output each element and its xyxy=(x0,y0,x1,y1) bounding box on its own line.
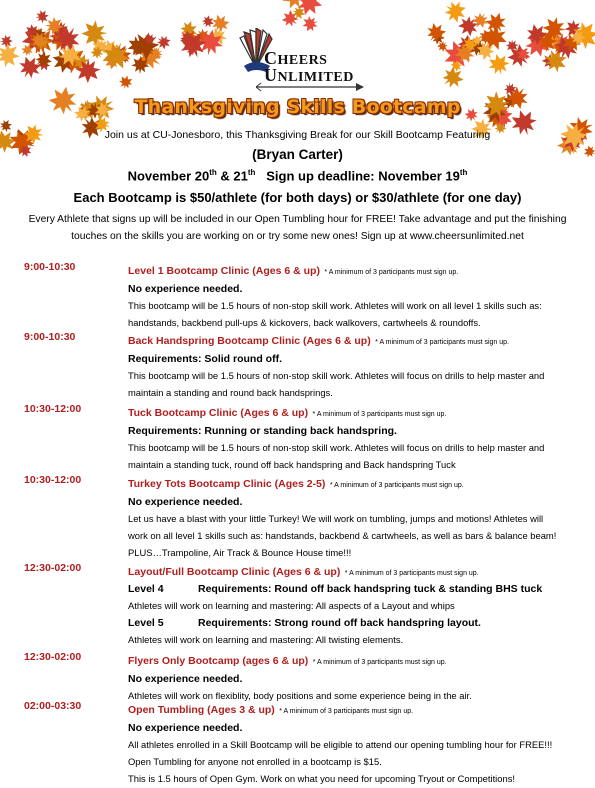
leaf-icon xyxy=(422,19,449,46)
session-requirement: No experience needed. xyxy=(128,722,243,734)
logo-cap-c: C xyxy=(264,48,278,68)
leaf-icon xyxy=(117,74,134,91)
session-requirement: No experience needed. xyxy=(128,673,243,685)
leaf-icon xyxy=(0,42,21,69)
coach-name: (Bryan Carter) xyxy=(252,147,343,162)
session-description: All athletes enrolled in a Skill Bootcamp will be eligible to attend our opening tumbling hour for FREE!!! Open Tumbling for anyone not enrolled in a bootcamp is $15. This is 1.5 hours of Open Gym. Work on what you need for upcoming Tryout or Competitions! xyxy=(128,739,553,784)
session-name: Open Tumbling (Ages 3 & up) xyxy=(128,704,275,716)
leaf-icon xyxy=(0,34,13,47)
session-name: Level 1 Bootcamp Clinic (Ages 6 & up) xyxy=(128,265,320,277)
min-note: * A minimum of 3 participants must sign up. xyxy=(312,411,447,418)
session-name: Turkey Tots Bootcamp Clinic (Ages 2-5) xyxy=(128,478,326,490)
price-line: Each Bootcamp is $50/athlete (for both days) or $30/athlete (for one day) xyxy=(73,190,522,205)
session-time: 02:00-03:30 xyxy=(24,700,82,712)
session-name: Layout/Full Bootcamp Clinic (Ages 6 & up) xyxy=(128,566,341,578)
leaf-icon xyxy=(438,62,468,92)
level4-requirement: Level 4 Requirements: Round off back handspring tuck & standing BHS tuck xyxy=(128,583,543,595)
leaf-icon xyxy=(199,13,216,30)
intro-text: Join us at CU-Jonesboro, this Thanksgiving Break for our Skill Bootcamp Featuring xyxy=(104,129,491,141)
open-tumbling-info: Every Athlete that signs up will be included in our Open Tumbling hour for FREE! Take advantage and put the finishing touches on the skills you are working on or try some new ones! Sign up at www.cheersunlimited.net xyxy=(28,214,567,242)
session-requirement: No experience needed. xyxy=(128,283,243,295)
min-note: * A minimum of 3 participants must sign up. xyxy=(279,708,414,715)
session-requirement: Requirements: Solid round off. xyxy=(128,353,282,365)
logo-cap-u: U xyxy=(264,65,278,85)
min-note: * A minimum of 3 participants must sign up. xyxy=(312,659,447,666)
min-note: * A minimum of 3 participants must sign up. xyxy=(344,570,479,577)
cheers-unlimited-logo xyxy=(236,28,356,90)
logo-line1: HEERS xyxy=(277,53,328,68)
session-requirement: No experience needed. xyxy=(128,496,243,508)
session-time: 10:30-12:00 xyxy=(24,474,82,486)
leaf-icon xyxy=(35,9,50,24)
arrow-icon xyxy=(256,82,366,92)
session-time: 9:00-10:30 xyxy=(24,331,76,343)
level5-requirement: Level 5 Requirements: Strong round off back handspring layout. xyxy=(128,617,481,629)
session-description: This bootcamp will be 1.5 hours of non-stop skill work. Athletes will work on all level 1 skills such as: handstands, backbend pull-ups & kickovers, back walkovers, cartwheels & roundoffs. xyxy=(128,300,542,328)
session-description: Athletes will work on flexiblity, body positions and some experience being in the air. xyxy=(128,690,472,701)
session-time: 9:00-10:30 xyxy=(24,261,76,273)
min-note: * A minimum of 3 participants must sign up. xyxy=(324,269,459,276)
level5-description: Athletes will work on learning and mastering: All twisting elements. xyxy=(128,634,404,645)
min-note: * A minimum of 3 participants must sign up. xyxy=(375,339,509,346)
session-name: Back Handspring Bootcamp Clinic (Ages 6 & up) xyxy=(128,335,371,347)
session-description: This bootcamp will be 1.5 hours of non-stop skill work. Athletes will focus on drills to help master and maintain a standing and round back handsprings. xyxy=(128,370,545,398)
logo-line2: NLIMITED xyxy=(277,70,354,85)
dates-line: November 20th & 21th Sign up deadline: November 19th xyxy=(127,168,468,184)
session-time: 12:30-02:00 xyxy=(24,651,82,663)
session-time: 12:30-02:00 xyxy=(24,562,82,574)
session-description: This bootcamp will be 1.5 hours of non-stop skill work. Athletes will focus on drills to help master and maintain a standing tuck, round off back handspring and Back handspring Tuck xyxy=(128,442,545,470)
min-note: * A minimum of 3 participants must sign up. xyxy=(329,482,464,489)
session-time: 10:30-12:00 xyxy=(24,403,82,415)
session-name: Flyers Only Bootcamp (ages 6 & up) xyxy=(128,655,309,667)
level4-description: Athletes will work on learning and mastering: All aspects of a Layout and whips xyxy=(128,600,455,611)
session-requirement: Requirements: Running or standing back handspring. xyxy=(128,425,397,437)
session-description: Let us have a blast with your little Turkey! We will work on tumbling, jumps and motions! Athletes will work on all level 1 skills such as: handstands, backbend & cartwheels, as well as bars & balance beam! PLUS…Trampoline, Air Track & Bounce House time!!! xyxy=(128,513,557,558)
page-title: Thanksgiving Skills Bootcamp xyxy=(134,96,461,118)
session-name: Tuck Bootcamp Clinic (Ages 6 & up) xyxy=(128,407,309,419)
